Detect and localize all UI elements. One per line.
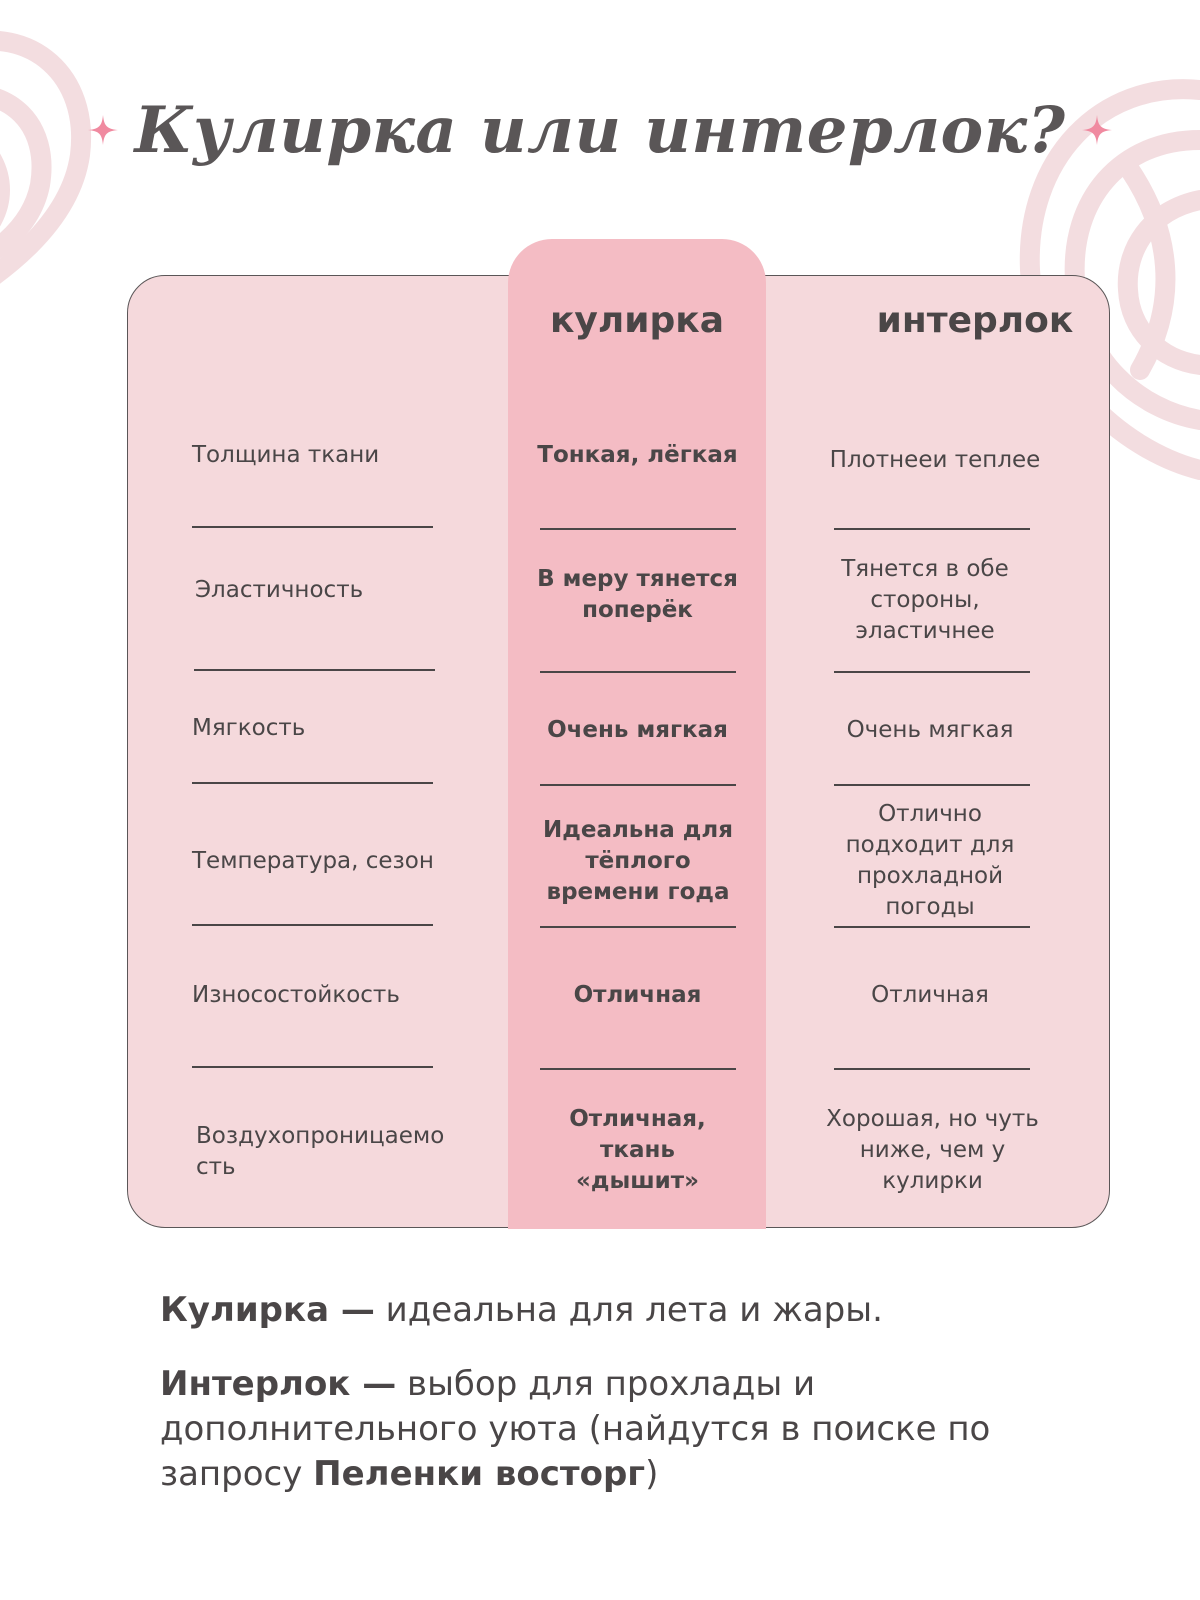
kulirka-value: Очень мягкая — [547, 716, 728, 743]
interlock-value: Тянется в обе стороны, эластичнее — [841, 556, 1009, 644]
row-label: Температура, сезон — [192, 847, 434, 874]
row-divider — [192, 782, 433, 784]
summary-kulirka-text: идеальна для лета и жары. — [374, 1290, 883, 1330]
row-divider — [540, 1068, 736, 1070]
row-divider — [192, 526, 433, 528]
row-divider — [540, 926, 736, 928]
row-divider — [540, 528, 736, 530]
kulirka-value: В меру тянется поперёк — [537, 566, 738, 623]
kulirka-value: Отличная — [573, 981, 702, 1008]
row-divider — [540, 784, 736, 786]
search-query: Пеленки восторг — [313, 1454, 646, 1494]
summary-interlock-term: Интерлок — — [160, 1364, 397, 1404]
kulirka-value: Отличная, ткань «дышит» — [569, 1106, 706, 1194]
row-label: Износостойкость — [192, 981, 400, 1008]
title-row — [0, 70, 1200, 190]
row-label: Мягкость — [192, 714, 306, 741]
interlock-value: Плотнееи теплее — [829, 446, 1041, 473]
row-divider — [834, 528, 1030, 530]
interlock-value: Очень мягкая — [846, 716, 1014, 743]
row-divider — [834, 1068, 1030, 1070]
kulirka-value: Идеальна для тёплого времени года — [543, 817, 733, 905]
summary-interlock-end: ) — [645, 1454, 659, 1494]
row-label-text: Воздухопроницаемость — [196, 1123, 445, 1180]
interlock-value: Отлично подходит для прохладной погоды — [845, 800, 1015, 920]
row-divider — [192, 924, 433, 926]
sparkle-icon — [86, 113, 120, 147]
kulirka-value: Тонкая, лёгкая — [537, 441, 738, 468]
row-label — [196, 1117, 466, 1187]
row-divider — [834, 784, 1030, 786]
row-divider — [834, 926, 1030, 928]
row-label: Эластичность — [195, 576, 364, 603]
row-divider — [540, 671, 736, 673]
interlock-value: Хорошая, но чуть ниже, чем у кулирки — [826, 1106, 1039, 1194]
row-divider — [192, 1066, 433, 1068]
column-header-kulirka: кулирка — [550, 299, 724, 341]
summary-interlock-text: выбор для прохлады и дополнительного уюта (найдутся в поиске по запросу — [160, 1364, 991, 1494]
summary-interlock — [160, 1362, 1100, 1497]
row-label: Толщина ткани — [192, 441, 380, 468]
summary-kulirka-term: Кулирка — — [160, 1290, 375, 1330]
column-header-interlock: интерлок — [876, 299, 1074, 341]
row-divider — [194, 669, 435, 671]
summary-kulirka — [160, 1288, 1100, 1333]
page-title: Кулирка или интерлок? — [134, 92, 1066, 168]
sparkle-icon — [1080, 113, 1114, 147]
interlock-value: Отличная — [871, 981, 989, 1008]
row-divider — [834, 671, 1030, 673]
